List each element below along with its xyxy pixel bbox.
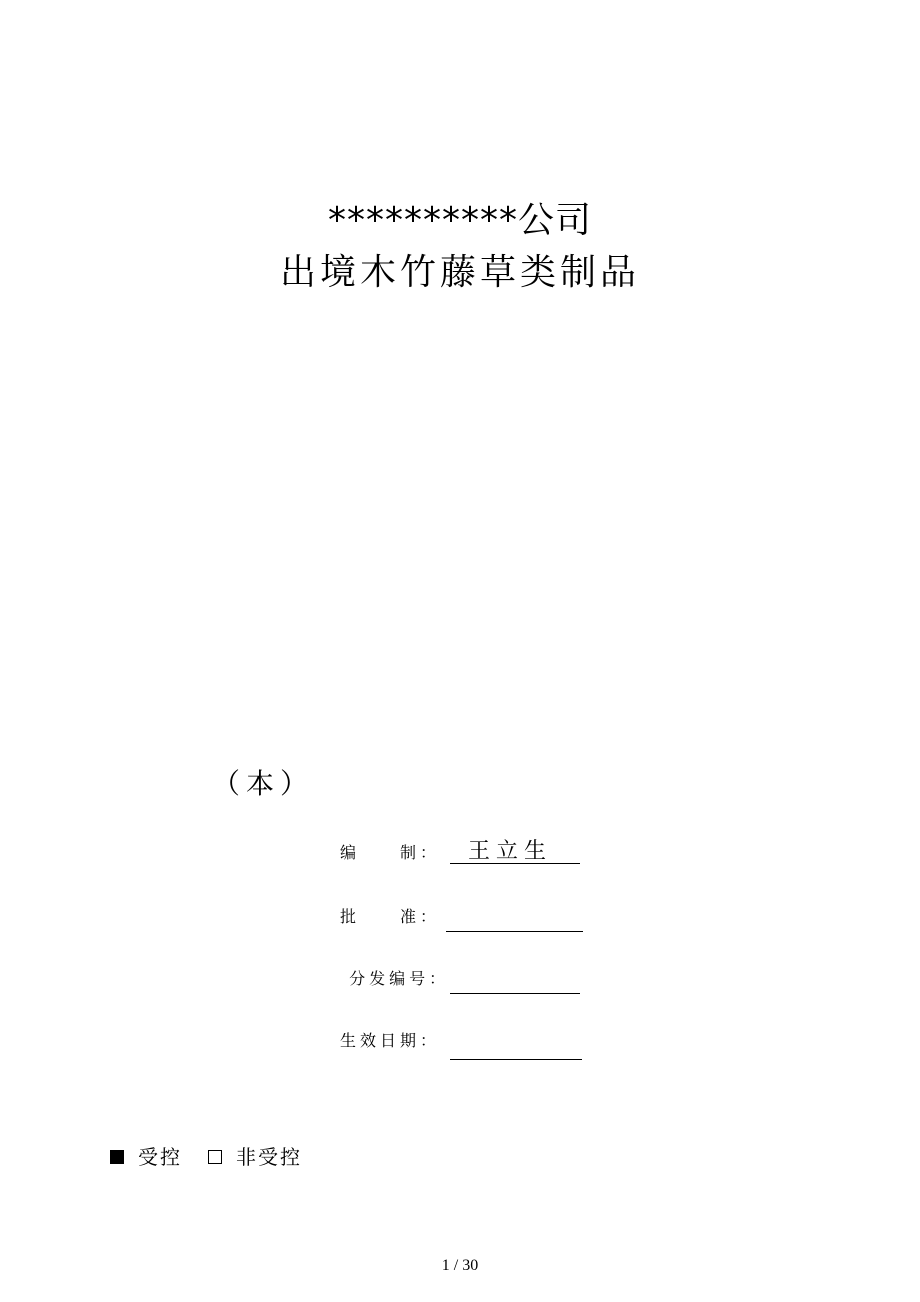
control-status-row — [110, 1140, 328, 1170]
volume-label: （本） — [212, 767, 315, 800]
page-number: 1 / 30 — [441, 1257, 479, 1274]
company-title: **********公司 — [327, 200, 592, 241]
field-label-effective-date: 生效日期： — [340, 1031, 441, 1050]
checked-square-icon[interactable] — [110, 1150, 124, 1164]
field-label-distribution-number: 分发编号： — [340, 969, 450, 988]
document-title: 出境木竹藤草类制品 — [279, 252, 640, 293]
field-value-distribution-number — [450, 970, 580, 994]
field-label-compiler: 编 制： — [340, 843, 441, 862]
field-label-approver: 批 准： — [340, 907, 441, 926]
field-value-approver — [446, 908, 583, 932]
uncontrolled-label: 非受控 — [236, 1144, 302, 1169]
field-value-effective-date — [450, 1036, 582, 1060]
field-value-compiler: 王立生 — [450, 840, 580, 864]
unchecked-square-icon[interactable] — [208, 1150, 222, 1164]
controlled-label: 受控 — [138, 1144, 182, 1169]
